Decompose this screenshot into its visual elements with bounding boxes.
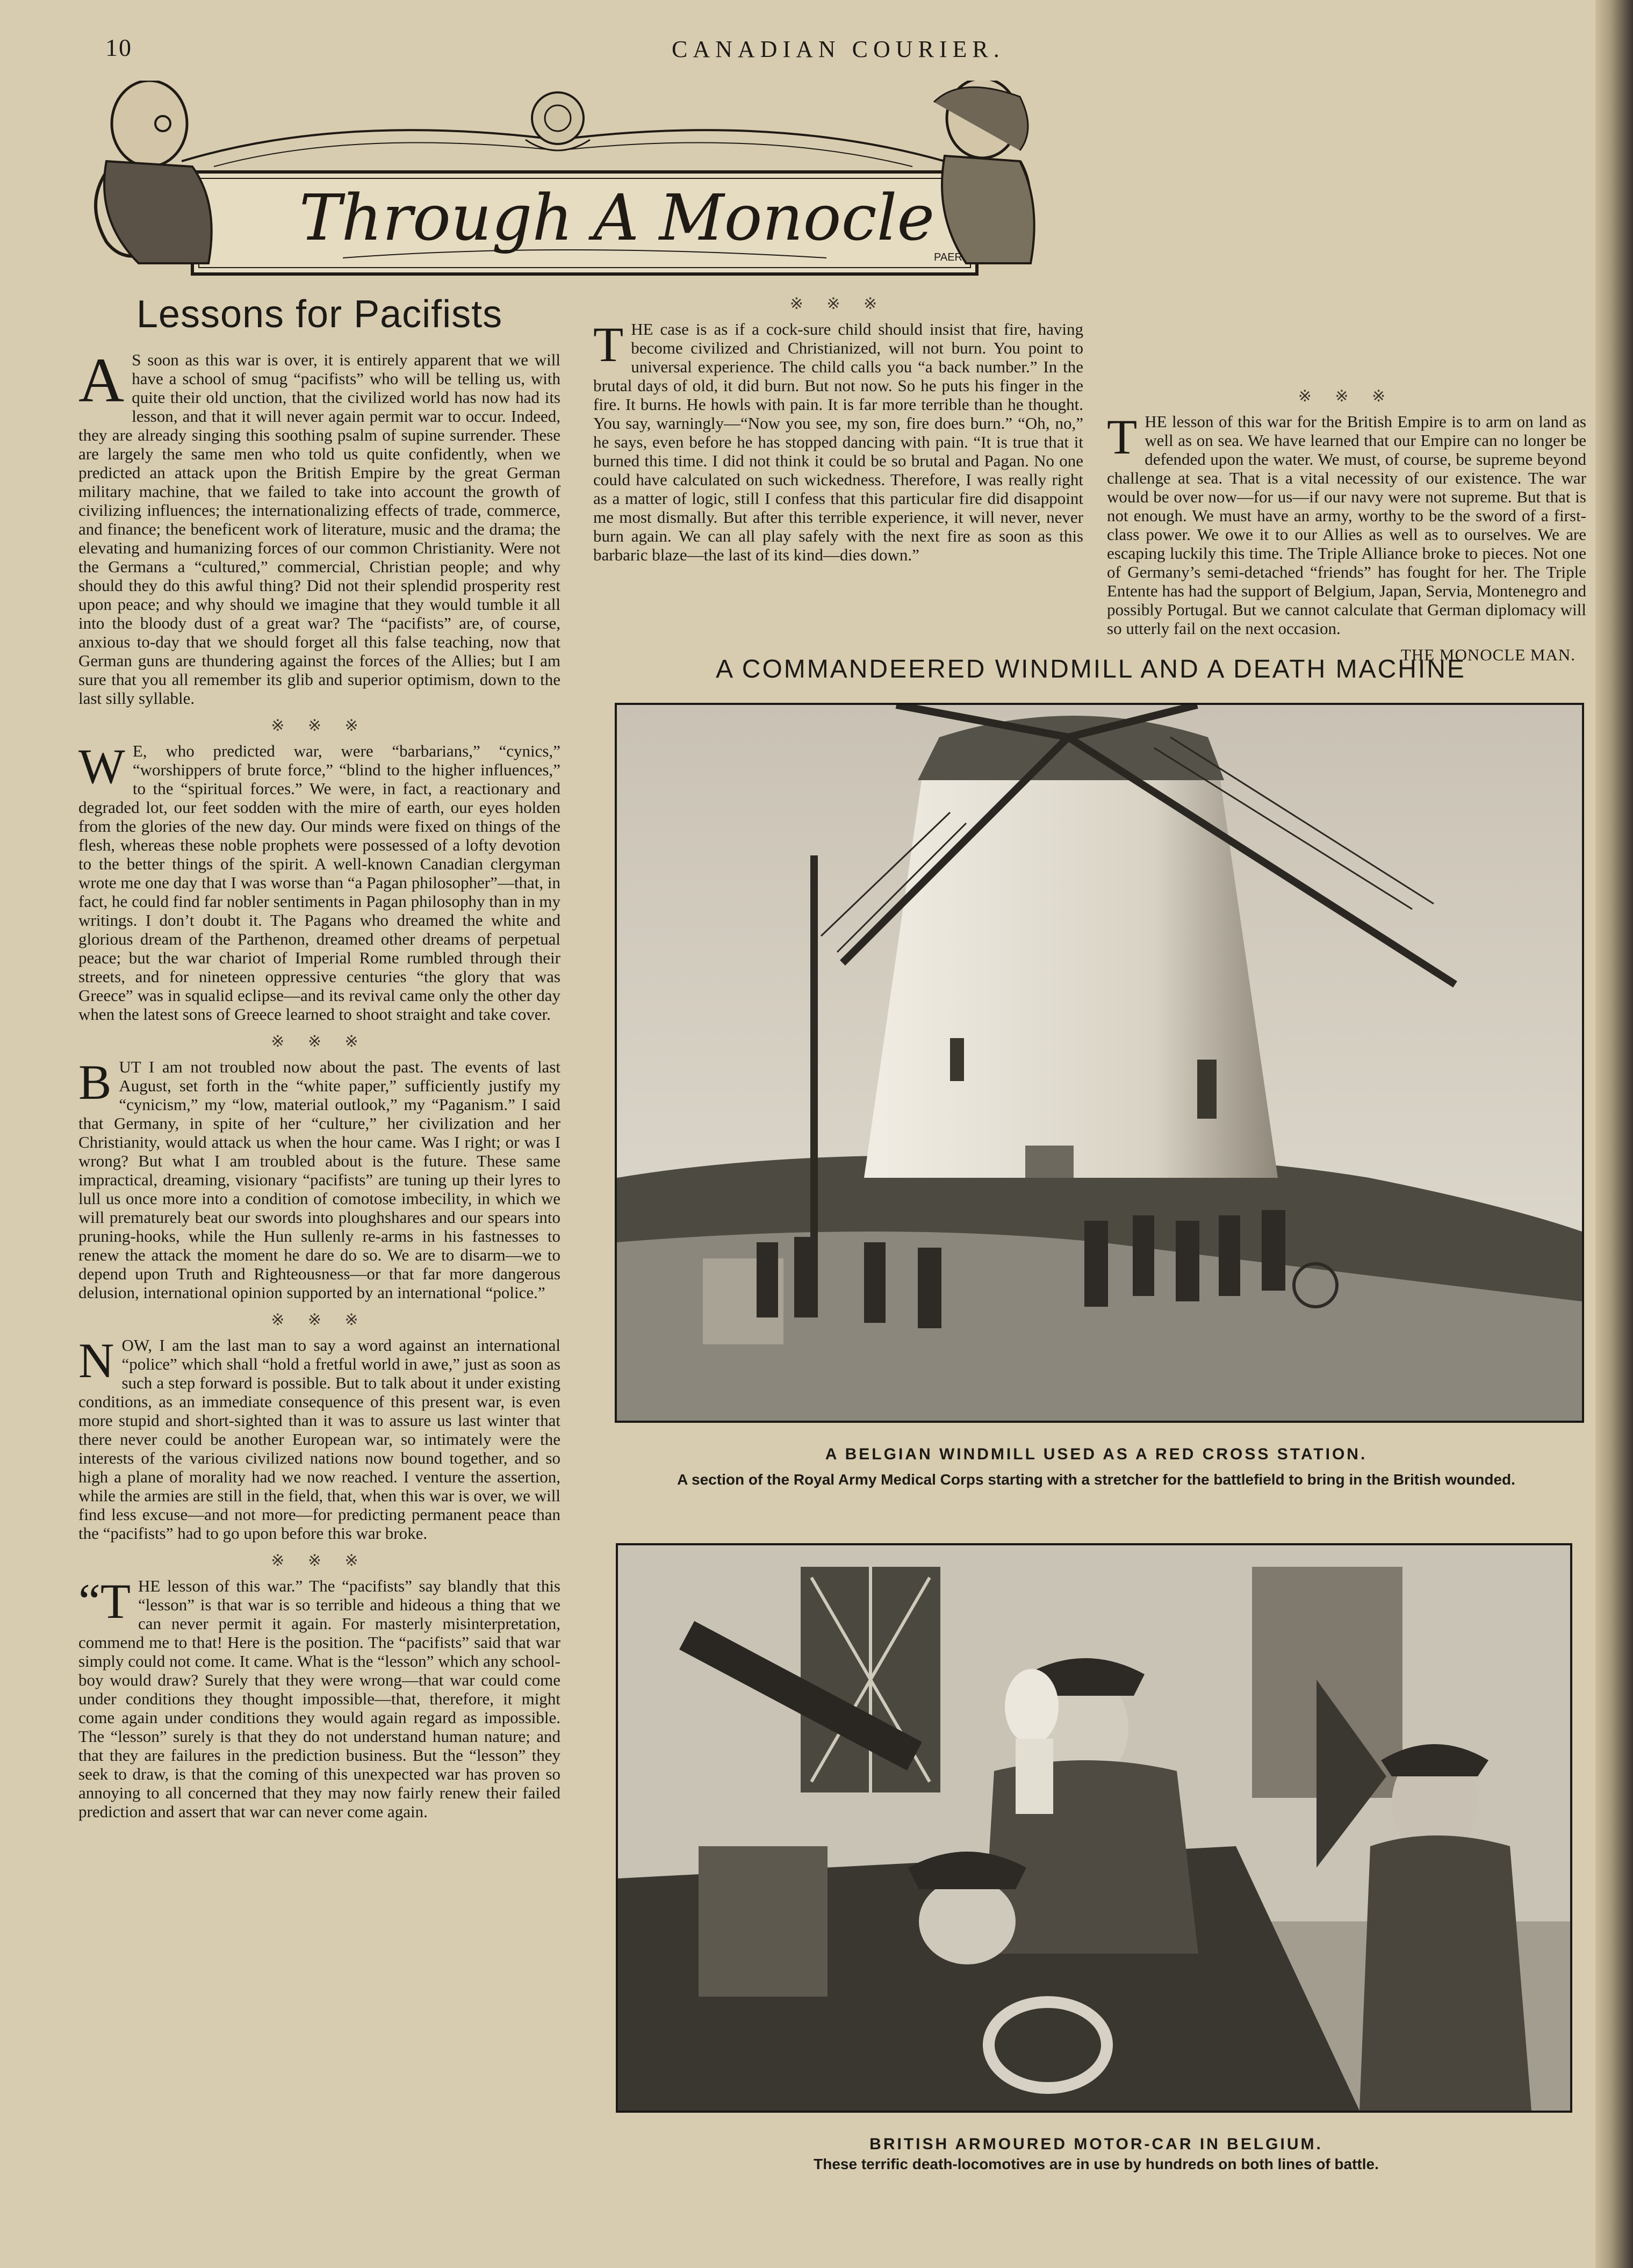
- section-separator: ※ ※ ※: [271, 1552, 368, 1569]
- author-signature: THE MONOCLE MAN.: [1400, 645, 1576, 664]
- windmill-photo: [615, 703, 1584, 1423]
- armoured-car-illustration: [618, 1545, 1570, 2111]
- windmill-caption-title: A BELGIAN WINDMILL USED AS A RED CROSS STATION.: [825, 1445, 1368, 1463]
- section-separator: ※ ※ ※: [271, 717, 368, 735]
- armoured-car-photo: [616, 1543, 1572, 2113]
- page-edge-shadow: [1595, 0, 1633, 2268]
- paragraph-1: [78, 345, 560, 708]
- paragraph-text: HE lesson of this war for the British Empire is to arm on land as well as on sea. We have learned that our Empire can no longer be defended upon the water. We must, of course, be supreme beyond challenge at sea. That is a vital necessity of our existence. The war would be over now—for us—if our navy were not supreme. But that is not enough. We must have an army, worthy to be the sword of a first-class power. We owe it to our Allies as well as to ourselves. We are escaping luckily this time. The Triple Alliance broke to pieces. Not one of Germany’s semi-detached “friends” has fought for her. The Triple Entente has had the support of Belgium, Japan, Servia, Montenegro and possibly Portugal. But we cannot calculate that German diplomacy will so utterly fail on the next occasion.: [1107, 412, 1586, 638]
- dropcap: B: [78, 1055, 112, 1110]
- publication-running-head: CANADIAN COURIER.: [672, 36, 1005, 62]
- article-title: Lessons for Pacifists: [136, 293, 503, 336]
- photo-section-heading: A COMMANDEERED WINDMILL AND A DEATH MACHINE: [716, 655, 1466, 683]
- dropcap: N: [78, 1333, 114, 1388]
- paragraph-3: [78, 1057, 560, 1302]
- dropcap: T: [1107, 409, 1138, 464]
- paragraph-4: [78, 1333, 560, 1543]
- section-separator: ※ ※ ※: [1298, 387, 1395, 405]
- paragraph-2: [78, 741, 560, 1024]
- paragraph-7: [1107, 409, 1586, 638]
- paragraph-5: [78, 1576, 560, 1821]
- article-column-2: [593, 294, 1083, 636]
- artist-signature: PAER: [934, 251, 962, 263]
- banner-title: Through A Monocle: [299, 181, 935, 255]
- section-separator: ※ ※ ※: [271, 1311, 368, 1329]
- article-column-1: [78, 290, 560, 2192]
- paragraph-text: UT I am not troubled now about the past. The events of last August, set forth in the “white paper,” sufficiently justify my “cynicism,” my “low, material outlook,” my “Paganism.” I said that Germany, in spite of her “culture,” her civilization and her Christianity, would attack us when the hour came. Was I right; or was I wrong? But what I am troubled about is the future. These same impractical, dreaming, visionary “pacifists” are tuning up their lyres to lull us once more into a condition of comotose imbecility, in which we will prematurely beat our swords into ploughshares and our spears into pruning-hooks, while the Hun sullenly re-arms in his fastnesses to renew the attack the moment he dare do so. We are to disarm—we to depend upon Truth and Righteousness—or that far more dangerous delusion, international opinion supported by an international “police.”: [78, 1057, 560, 1302]
- paragraph-6: [593, 317, 1083, 564]
- dropcap: A: [78, 345, 125, 415]
- paragraph-text: E, who predicted war, were “barbarians,” “cynics,” “worshippers of brute force,” “blind to the higher influences,” to the “spiritual forces.” We were, in fact, a reactionary and degraded lot, our feet sodden with the mire of earth, our eyes holden from the glories of the new day. Our minds were fixed on things of the flesh, whereas these noble prophets were possessed of a lofty devotion to the better things of the spirit. A well-known Canadian clergyman wrote me one day that I was worse than “a Pagan philosopher”—that, in fact, he could find far nobler sentiments in Pagan philosophy than in my writings. I don’t doubt it. The Pagans who dreamed the white and glorious dream of the Parthenon, dreamed other dreams of perpetual peace; but the war chariot of Imperial Rome rumbled through their streets, and for nineteen oppressive centuries “the glory that was Greece” was in squalid eclipse—and its revival came only the other day when the latest sons of Greece learned to shoot straight and take cover.: [78, 741, 560, 1024]
- paragraph-text: HE case is as if a cock-sure child should insist that fire, having become civilized and Christianized, will not burn. You point to universal experience. The child calls you “a back number.” In the brutal days of old, it did burn. But not now. So he puts his finger in the fire. It burns. He howls with pain. It is far more terrible than he thought. You say, warningly—“Now you see, my son, fire does burn.” “Oh, no,” he says, even before he has stopped dancing with pain. “It is true that it burned this time. I did not think it could be so brutal and Pagan. No one could have calculated on such wickedness. Therefore, I was really right as a matter of logic, still I confess that this particular fire did disappoint me most dismally. But after this terrible experience, it will never, never burn again. We can all play safely with the next fire as soon as this barbaric blaze—the last of its kind—dies down.”: [593, 320, 1083, 564]
- armoured-car-caption-title: BRITISH ARMOURED MOTOR-CAR IN BELGIUM.: [869, 2135, 1323, 2153]
- page-number: 10: [105, 34, 132, 61]
- paragraph-text: OW, I am the last man to say a word against an international “police” which shall “hold a fretful world in awe,” just as soon as such a step forward is possible. But to talk about it under existing conditions, as an immediate consequence of this present war, is even more stupid and short-sighted than it was to assure us last winter that there never could be another European war, so intimately were the interests of the various civilized nations now bound together, and so high a plane of morality had we now reached. I venture the assertion, while the armies are still in the field, that, when this war is over, we will find less excuse—and not more—for predicting permanent peace than the “pacifists” had to go upon before this war broke.: [78, 1336, 560, 1543]
- section-separator: ※ ※ ※: [271, 1033, 368, 1050]
- dropcap: T: [593, 317, 624, 372]
- column-banner: [74, 81, 1041, 279]
- paragraph-text: S soon as this war is over, it is entirely apparent that we will have a school of smug “pacifists” who will be telling us, with quite their old unction, that the civilized world has now had its lesson, and that it will never again permit war to occur. Indeed, they are already singing this soothing psalm of supine surrender. These are largely the same men who told us quite confidently, when we predicted an attack upon the British Empire by the great German military machine, that we failed to take into account the growth of civilizing influences; the internationalizing effects of trade, commerce, and finance; the beneficent work of literature, music and the drama; the elevating and humanizing forces of our common Christianity. Were not the Germans a “cultured,” commercial, Christian people; and why should they do this awful thing? Did not their splendid prosperity rest upon peace; and why should we imagine that they would tumble it all into the bloody dust of a great war? The “pacifists” are, of course, anxious to-day that we should forget all this false teaching, now that German guns are thundering against the forces of the Allies; but I am sure that you all remember its glib and superior optimism, down to the last silly syllable.: [78, 350, 560, 708]
- dropcap: W: [78, 739, 125, 794]
- section-separator: ※ ※ ※: [789, 295, 887, 313]
- dropcap: “T: [78, 1574, 131, 1629]
- windmill-illustration: [617, 705, 1582, 1421]
- paragraph-text: HE lesson of this war.” The “pacifists” say blandly that this “lesson” is that war is so terrible and hideous a thing that we can never permit it again. For masterly misinterpretation, commend me to that! Here is the position. The “pacifists” said that war simply could not come. It came. What is the “lesson” which any school-boy would draw? Surely that they were wrong—that war could come under conditions they thought impossible—that, therefore, it might come again under conditions they would again regard as impossible. The “lesson” surely is that they do not understand human nature; and that they are failures in the prediction business. But the “lesson” they seek to draw, is that the coming of this unexpected war has proven so annoying to all concerned that they may now fairly renew their failed prediction and assert that war can never come again.: [78, 1576, 560, 1821]
- windmill-caption-body: A section of the Royal Army Medical Corps starting with a stretcher for the battlefield to bring in the British wounded.: [677, 1471, 1515, 1488]
- armoured-car-caption-body: These terrific death-locomotives are in use by hundreds on both lines of battle.: [814, 2156, 1379, 2172]
